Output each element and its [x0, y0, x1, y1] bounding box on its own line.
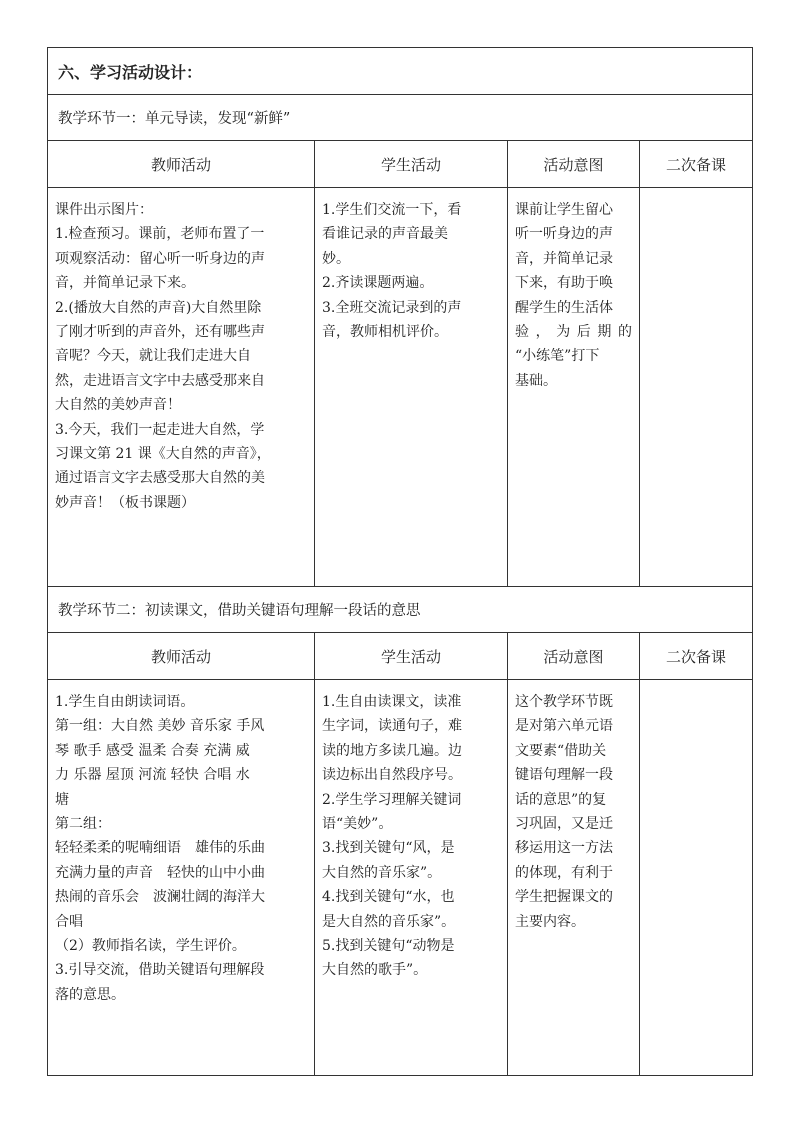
text-line: 1.学生自由朗读词语。	[55, 694, 195, 710]
text-line: 力 乐器 屋顶 河流 轻快 合唱 水	[55, 767, 250, 784]
text-line: 学生把握课文的	[515, 889, 613, 906]
text-line: 是对第六单元语	[515, 718, 613, 735]
text-line: 1.生自由读课文，读准	[322, 694, 462, 710]
header-teacher-activity: 教师活动	[48, 633, 315, 680]
text-line: 这个教学环节既	[515, 694, 613, 710]
text-line: （2）教师指名读，学生评价。	[55, 938, 246, 955]
header-second-prep: 二次备课	[640, 141, 753, 188]
text-line: 验，为后期的	[515, 324, 632, 341]
text-line: 热闹的音乐会 波澜壮阔的海洋大	[55, 889, 265, 906]
step2-activity-intent	[508, 680, 640, 1076]
text-line: 语“美妙”。	[322, 816, 393, 833]
step1-teacher-activity	[48, 188, 315, 587]
step1-second-prep	[640, 188, 753, 587]
text-line: 是大自然的音乐家”。	[322, 913, 456, 930]
text-line: 项观察活动：留心听一听身边的声	[55, 250, 265, 267]
text-line: 1.检查预习。课前，老师布置了一	[55, 226, 265, 243]
step2-title: 教学环节二：初读课文，借助关键语句理解一段话的意思	[48, 587, 753, 633]
header-activity-intent: 活动意图	[508, 633, 640, 680]
text-line: 4.找到关键句“水，也	[322, 889, 455, 906]
text-line: 听一听身边的声	[515, 226, 613, 243]
text-line: 妙声音！（板书课题）	[55, 494, 195, 511]
text-line: 的体现，有利于	[515, 864, 613, 881]
text-line: 课前让学生留心	[515, 202, 613, 218]
activity-design-table	[47, 47, 753, 1076]
text-line: 话的意思”的复	[515, 791, 607, 808]
step2-student-activity	[315, 680, 508, 1076]
text-line: 课件出示图片：	[55, 202, 153, 218]
text-line: 通过语言文字去感受那大自然的美	[55, 470, 265, 487]
text-line: 了刚才听到的声音外，还有哪些声	[55, 324, 265, 341]
text-line: 轻轻柔柔的呢喃细语 雄伟的乐曲	[55, 840, 265, 857]
header-student-activity: 学生活动	[315, 141, 508, 188]
text-line: 第一组：大自然 美妙 音乐家 手风	[55, 718, 265, 735]
text-line: 音，教师相机评价。	[322, 324, 448, 341]
section-title: 六、学习活动设计：	[48, 48, 753, 95]
text-line: 读边标出自然段序号。	[322, 767, 462, 784]
text-line: 醒学生的生活体	[515, 299, 613, 316]
step2-content-row	[48, 680, 753, 1076]
text-line: 1.学生们交流一下，看	[322, 202, 462, 218]
text-line: 习巩固，又是迁	[515, 816, 613, 833]
step1-content-row	[48, 188, 753, 587]
text-line: 2.齐读课题两遍。	[322, 275, 434, 292]
text-line: 大自然的美妙声音！	[55, 397, 181, 414]
text-line: 2.(播放大自然的声音)大自然里除	[55, 299, 262, 316]
text-line: 3.找到关键句“风，是	[322, 840, 455, 857]
text-line: 移运用这一方法	[515, 840, 613, 857]
text-line: 妙。	[322, 250, 350, 267]
text-line: 第二组：	[55, 816, 111, 833]
step1-activity-intent	[508, 188, 640, 587]
text-line: 音，并简单记录下来。	[55, 275, 195, 292]
text-line: 塘	[55, 791, 69, 808]
text-line: “小练笔”打下	[515, 348, 600, 365]
text-line: 看谁记录的声音最美	[322, 226, 448, 243]
header-second-prep: 二次备课	[640, 633, 753, 680]
text-line: 大自然的音乐家”。	[322, 864, 442, 881]
header-teacher-activity: 教师活动	[48, 141, 315, 188]
lesson-plan-page	[47, 47, 752, 1076]
text-line: 琴 歌手 感受 温柔 合奏 充满 威	[55, 742, 250, 759]
text-line: 大自然的歌手”。	[322, 962, 428, 979]
text-line: 落的意思。	[55, 986, 125, 1003]
text-line: 充满力量的声音 轻快的山中小曲	[55, 864, 265, 881]
step2-teacher-activity	[48, 680, 315, 1076]
text-line: 习课文第 21 课《大自然的声音》，	[55, 446, 271, 463]
text-line: 主要内容。	[515, 913, 585, 930]
text-line: 音，并简单记录	[515, 250, 613, 267]
text-line: 生字词，读通句子，难	[322, 718, 462, 735]
text-line: 2.学生学习理解关键词	[322, 791, 462, 808]
step1-student-activity	[315, 188, 508, 587]
text-line: 然，走进语言文字中去感受那来自	[55, 372, 265, 389]
step2-header-row	[48, 633, 753, 680]
text-line: 文要素“借助关	[515, 742, 607, 759]
text-line: 下来，有助于唤	[515, 275, 613, 292]
text-line: 5.找到关键句“动物是	[322, 938, 455, 955]
step1-header-row	[48, 141, 753, 188]
text-line: 音呢？今天，就让我们走进大自	[55, 348, 251, 365]
text-line: 3.引导交流，借助关键语句理解段	[55, 962, 265, 979]
text-line: 3.全班交流记录到的声	[322, 299, 462, 316]
text-line: 键语句理解一段	[515, 767, 613, 784]
text-line: 合唱	[55, 913, 83, 930]
text-line: 3.今天，我们一起走进大自然，学	[55, 421, 265, 438]
text-line: 基础。	[515, 372, 557, 389]
step2-second-prep	[640, 680, 753, 1076]
step1-title: 教学环节一：单元导读，发现“新鲜”	[48, 95, 753, 141]
text-line: 读的地方多读几遍。边	[322, 742, 462, 759]
header-activity-intent: 活动意图	[508, 141, 640, 188]
header-student-activity: 学生活动	[315, 633, 508, 680]
